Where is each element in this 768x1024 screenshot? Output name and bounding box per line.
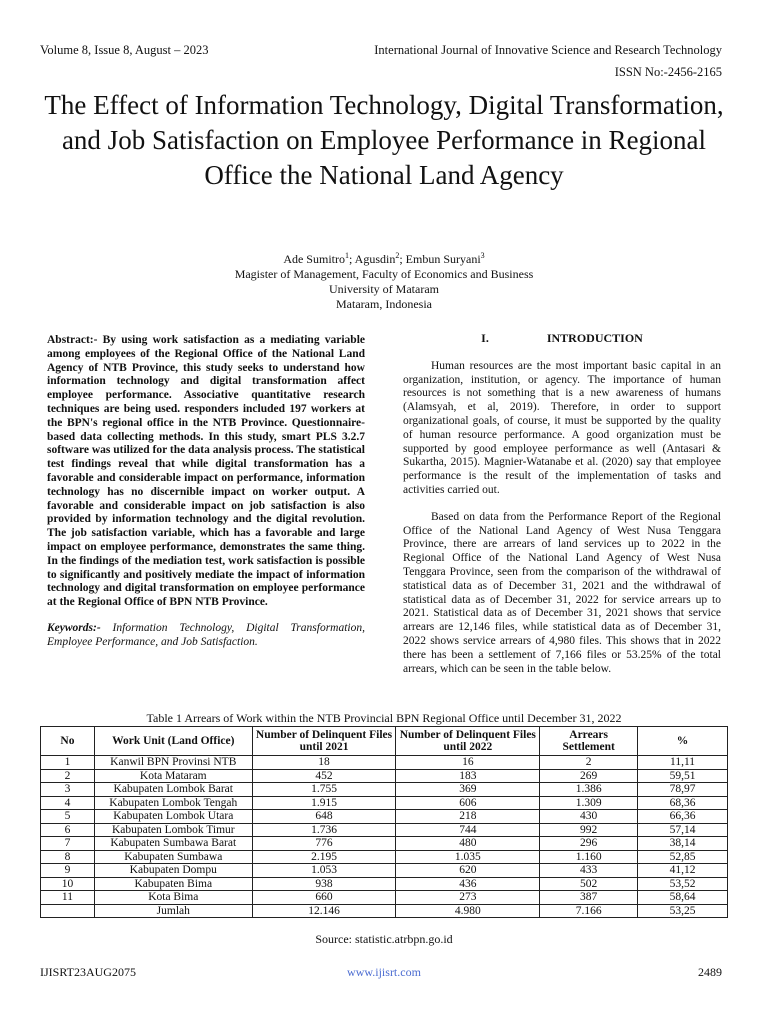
cell-2022: 744	[396, 823, 540, 837]
keywords-label: Keywords:-	[47, 621, 101, 634]
cell-no: 8	[41, 850, 95, 864]
cell-2021: 1.755	[252, 783, 396, 797]
right-column	[403, 332, 721, 689]
table-row	[41, 823, 728, 837]
cell-2021: 452	[252, 769, 396, 783]
cell-no: 11	[41, 891, 95, 905]
journal-url-link[interactable]: www.ijisrt.com	[347, 965, 421, 979]
cell-settlement: 502	[540, 877, 638, 891]
header-cell: No	[41, 727, 95, 756]
cell-2021: 660	[252, 891, 396, 905]
cell-percent: 66,36	[638, 810, 728, 824]
table-row	[41, 783, 728, 797]
keywords	[47, 622, 365, 650]
cell-2021: 12.146	[252, 904, 396, 918]
left-column	[47, 334, 365, 650]
cell-2022: 620	[396, 864, 540, 878]
header-cell: Arrears Settlement	[540, 727, 638, 756]
cell-2021: 2.195	[252, 850, 396, 864]
cell-unit: Kanwil BPN Provinsi NTB	[94, 756, 252, 770]
cell-unit: Kota Bima	[94, 891, 252, 905]
table-row	[41, 891, 728, 905]
cell-2022: 273	[396, 891, 540, 905]
cell-2021: 938	[252, 877, 396, 891]
cell-settlement: 430	[540, 810, 638, 824]
author-superscript: 1	[344, 251, 349, 260]
cell-no: 6	[41, 823, 95, 837]
author-superscript: 3	[480, 251, 485, 260]
cell-settlement: 1.160	[540, 850, 638, 864]
cell-unit: Kabupaten Lombok Barat	[94, 783, 252, 797]
cell-total-label: Jumlah	[94, 904, 252, 918]
cell-2022: 218	[396, 810, 540, 824]
university: University of Mataram	[329, 282, 439, 296]
cell-2021: 18	[252, 756, 396, 770]
cell-percent: 59,51	[638, 769, 728, 783]
author-line	[40, 248, 728, 267]
table-row	[41, 796, 728, 810]
cell-2021: 776	[252, 837, 396, 851]
cell-unit: Kabupaten Sumbawa	[94, 850, 252, 864]
header-cell: Number of Delinquent Files until 2021	[252, 727, 396, 756]
cell-settlement: 433	[540, 864, 638, 878]
affiliation: Magister of Management, Faculty of Economics and Business	[234, 267, 534, 281]
table-row	[41, 769, 728, 783]
author-block	[40, 248, 728, 312]
header-cell: Number of Delinquent Files until 2022	[396, 727, 540, 756]
cell-2022: 16	[396, 756, 540, 770]
cell-unit: Kabupaten Bima	[94, 877, 252, 891]
section-number: I.	[481, 331, 489, 345]
cell-percent: 78,97	[638, 783, 728, 797]
header-cell: %	[638, 727, 728, 756]
author-name: Embun Suryani	[405, 252, 481, 266]
paper-title: The Effect of Information Technology, Digital Transformation, and Job Satisfaction on Employee Performance in Regional Office the National Land Agency	[44, 90, 724, 190]
cell-settlement: 7.166	[540, 904, 638, 918]
cell-2022: 183	[396, 769, 540, 783]
cell-percent: 58,64	[638, 891, 728, 905]
cell-2022: 4.980	[396, 904, 540, 918]
section-heading	[403, 332, 721, 346]
cell-unit: Kabupaten Dompu	[94, 864, 252, 878]
section-title: INTRODUCTION	[546, 331, 643, 345]
header-cell: Work Unit (Land Office)	[94, 727, 252, 756]
journal-name: International Journal of Innovative Science and Research Technology	[374, 43, 722, 57]
cell-settlement: 387	[540, 891, 638, 905]
intro-paragraph-1: Human resources are the most important basic capital in an organization, institution, or agency. The importance of human resources is not something that is a new awareness of humans (Alamsyah, et al, 2019). Therefore, in order to support organizational goals, of course, it must be supported by the quality of human resource performance. A good organization must be supported by good employee performance as well (Antasari & Sukartha, 2015). Magnier-Watanabe et al. (2020) say that employee performance is the result of the implementation of tasks and activities carried out.	[403, 359, 721, 496]
cell-settlement: 2	[540, 756, 638, 770]
table-row	[41, 877, 728, 891]
table-caption: Table 1 Arrears of Work within the NTB Provincial BPN Regional Office until December 31, 2022	[146, 711, 622, 725]
cell-2022: 1.035	[396, 850, 540, 864]
cell-unit: Kabupaten Lombok Timur	[94, 823, 252, 837]
paper-id: IJISRT23AUG2075	[40, 965, 136, 979]
cell-2022: 606	[396, 796, 540, 810]
intro-paragraph-2: Based on data from the Performance Report of the Regional Office of the National Land Agency of West Nusa Tenggara Province, there are arrears of land services up to 2022 in the Regional Office of the National Land Agency of West Nusa Tenggara Province, seen from the comparison of the withdrawal of statistical data as of December 31, 2021 and the withdrawal of statistical data as of December 31, 2022 for service arrears up to 2021. Statistical data as of December 31, 2021 shows that service arrears are 12,146 files, while statistical data as of December 31, 2022 shows service arrears of 4,980 files. This shows that in 2022 there has been a settlement of 7,166 files or 53.25% of the total arrears, which can be seen in the table below.	[403, 510, 721, 675]
cell-2021: 1.736	[252, 823, 396, 837]
table-row	[41, 837, 728, 851]
cell-percent: 53,52	[638, 877, 728, 891]
cell-percent: 11,11	[638, 756, 728, 770]
cell-2022: 436	[396, 877, 540, 891]
author-superscript: 2	[395, 251, 400, 260]
abstract: Abstract:- By using work satisfaction as a mediating variable among employees of the Regional Office of the National Land Agency of NTB Province, this study seeks to understand how information technology and digital transformation affect employee performance. Associative quantitative research techniques are being used. responders included 197 workers at the BPN's regional office in the NTB Province. Questionnaire-based data collecting methods. In this study, smart PLS 3.2.7 software was utilized for the data analysis process. The statistical test findings reveal that while digital transformation has a favorable and considerable impact on performance, information technology has no discernible impact on worker output. A favorable and considerable impact on job satisfaction is also provided by information technology and the digital revolution. The job satisfaction variable, which has a favorable and large impact on employee performance, demonstrates the same thing. In the findings of the mediation test, work satisfaction is possible to significantly and positively mediate the impact of information technology and digital transformation on employee performance at the Regional Office of BPN NTB Province.	[47, 334, 365, 609]
volume-info: Volume 8, Issue 8, August – 2023	[40, 43, 209, 57]
table-total-row	[41, 904, 728, 918]
cell-percent: 57,14	[638, 823, 728, 837]
cell-settlement: 269	[540, 769, 638, 783]
cell-percent: 53,25	[638, 904, 728, 918]
cell-2021: 1.915	[252, 796, 396, 810]
keywords-text: Information Technology, Digital Transformation, Employee Performance, and Job Satisfaction.	[47, 621, 365, 648]
table-row	[41, 864, 728, 878]
page-number: 2489	[698, 965, 722, 979]
cell-no: 10	[41, 877, 95, 891]
cell-settlement: 296	[540, 837, 638, 851]
cell-settlement: 1.386	[540, 783, 638, 797]
cell-percent: 68,36	[638, 796, 728, 810]
author-separator: ;	[348, 252, 355, 266]
cell-percent: 52,85	[638, 850, 728, 864]
cell-unit: Kota Mataram	[94, 769, 252, 783]
issn: ISSN No:-2456-2165	[614, 65, 722, 79]
cell-settlement: 992	[540, 823, 638, 837]
table-source: Source: statistic.atrbpn.go.id	[315, 932, 453, 946]
author-name: Ade Sumitro	[283, 252, 345, 266]
cell-unit: Kabupaten Lombok Utara	[94, 810, 252, 824]
cell-no: 5	[41, 810, 95, 824]
cell-no: 2	[41, 769, 95, 783]
cell-no: 1	[41, 756, 95, 770]
author-name: Agusdin	[354, 252, 396, 266]
cell-settlement: 1.309	[540, 796, 638, 810]
table-row	[41, 810, 728, 824]
table-row	[41, 850, 728, 864]
cell-2022: 480	[396, 837, 540, 851]
arrears-table	[40, 726, 728, 918]
cell-percent: 38,14	[638, 837, 728, 851]
cell-unit: Kabupaten Lombok Tengah	[94, 796, 252, 810]
author-separator: ;	[399, 252, 406, 266]
table-row	[41, 756, 728, 770]
cell-unit: Kabupaten Sumbawa Barat	[94, 837, 252, 851]
cell-no: 3	[41, 783, 95, 797]
cell-2022: 369	[396, 783, 540, 797]
cell-no: 7	[41, 837, 95, 851]
location: Mataram, Indonesia	[336, 297, 432, 311]
cell-2021: 1.053	[252, 864, 396, 878]
table-header-row	[41, 727, 728, 756]
cell-no: 4	[41, 796, 95, 810]
cell-no: 9	[41, 864, 95, 878]
cell-percent: 41,12	[638, 864, 728, 878]
cell-2021: 648	[252, 810, 396, 824]
cell-no	[41, 904, 95, 918]
